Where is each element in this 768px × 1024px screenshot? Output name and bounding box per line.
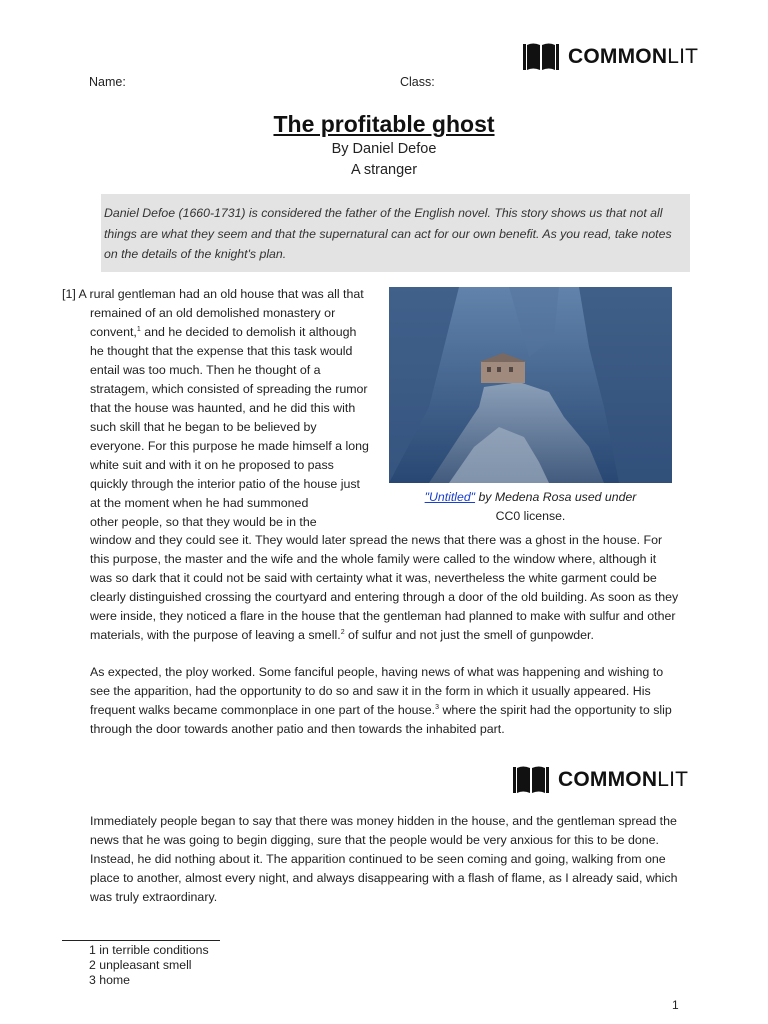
footnote-marker: 3 [435,703,439,711]
photo-caption: "Untitled" by Medena Rosa used under CC0 license. [424,490,637,523]
brand-wordmark: COMMONLIT [568,45,699,68]
text-line: this purpose, the master and the wife and the whole family were called to the window where, although it [90,552,657,566]
commonlit-logo-mid [512,765,688,795]
text-line: As expected, the ploy worked. Some fanciful people, having news of what was happening and wishing to [90,665,664,679]
text-line: through the door towards another patio and then towards the inhabited part. [90,722,505,736]
byline: By Daniel Defoe [331,141,437,157]
page-number: 1 [672,998,679,1012]
footnote: 1 in terrible conditions [89,943,209,957]
footnote: 3 home [89,973,131,987]
text-line: window and they could see it. They would later spread the news that there was a ghost in the house. For [90,533,663,547]
caption-link[interactable]: "Untitled" [424,490,476,504]
footnote-divider [62,940,220,941]
footnote: 2 unpleasant smell [89,958,192,972]
text-line: Immediately people began to say that there was money hidden in the house, and the gentleman spread the [90,814,677,828]
name-label: Name: [89,75,126,89]
text-line: materials, with the purpose of leaving a smell.$^2$ of sulfur and not just the smell of gunpowder. [90,628,594,642]
monastery-image [389,287,672,483]
commonlit-logo-top [522,42,698,72]
text-line: place to another, almost every night, and always disappearing with a flash of flame, as I already said, which [90,871,678,885]
text-line: frequent walks became commonplace in one part of the house.$^3$ where the spirit had the opportunity to slip [90,703,672,717]
text-line: [1] A rural gentleman had an old house that was all that remained of an old demolished monastery or convent,$^1$ and he decided to demolish it although he thought that the expense that this task would entail was too much. Then he thought of a stratagem, which consisted of spreading the rumor that the house was haunted, and he did this with such skill that he began to be believed by everyone. For this purpose he made himself a long white suit and with it on he proposed to pass quickly through the interior patio of the house just at the moment when he had summoned other people, so that they would be in the [62,287,369,529]
monastery-photo [389,287,672,483]
book-icon [512,765,550,795]
footnote-marker: 1 [136,325,141,333]
text-line: see the apparition, had the opportunity to do so and saw it in the form in which it usually appeared. His [90,684,651,698]
text-line: news that he was going to begin digging, sure that the people would be very anxious for this to be done. [90,833,659,847]
footnotes [89,943,209,988]
paragraph-1-full [90,531,700,645]
text-line: was so dark that it could not be said with certainty what it was, nevertheless the white garment could be [90,571,657,585]
page-title: The profitable ghost [273,111,495,137]
text-line: clearly distinguished crossing the courtyard and entering through a door of the old building. As soon as they [90,590,679,604]
paragraph-1-wrapped [62,285,380,532]
subtitle: A stranger [350,162,418,178]
paragraph-2 [90,663,700,739]
text-line: were inside, they noticed a flare in the house that the gentleman had planned to make with sulfur and other [90,609,676,623]
footnote-marker: 2 [340,628,345,636]
intro-box: Daniel Defoe (1660-1731) is considered the father of the English novel. This story shows us that not all things are what they seem and that the supernatural can act for our own benefit. As you read, take notes on the details of the knight's plan. [101,194,690,272]
text-line: Instead, he did nothing about it. The apparition continued to be seen coming and going, walking from one [90,852,666,866]
brand-wordmark: COMMONLIT [558,768,689,791]
class-label: Class: [400,75,435,89]
paragraph-3 [90,812,700,907]
book-icon [522,42,560,72]
text-line: was truly extraordinary. [90,890,218,904]
